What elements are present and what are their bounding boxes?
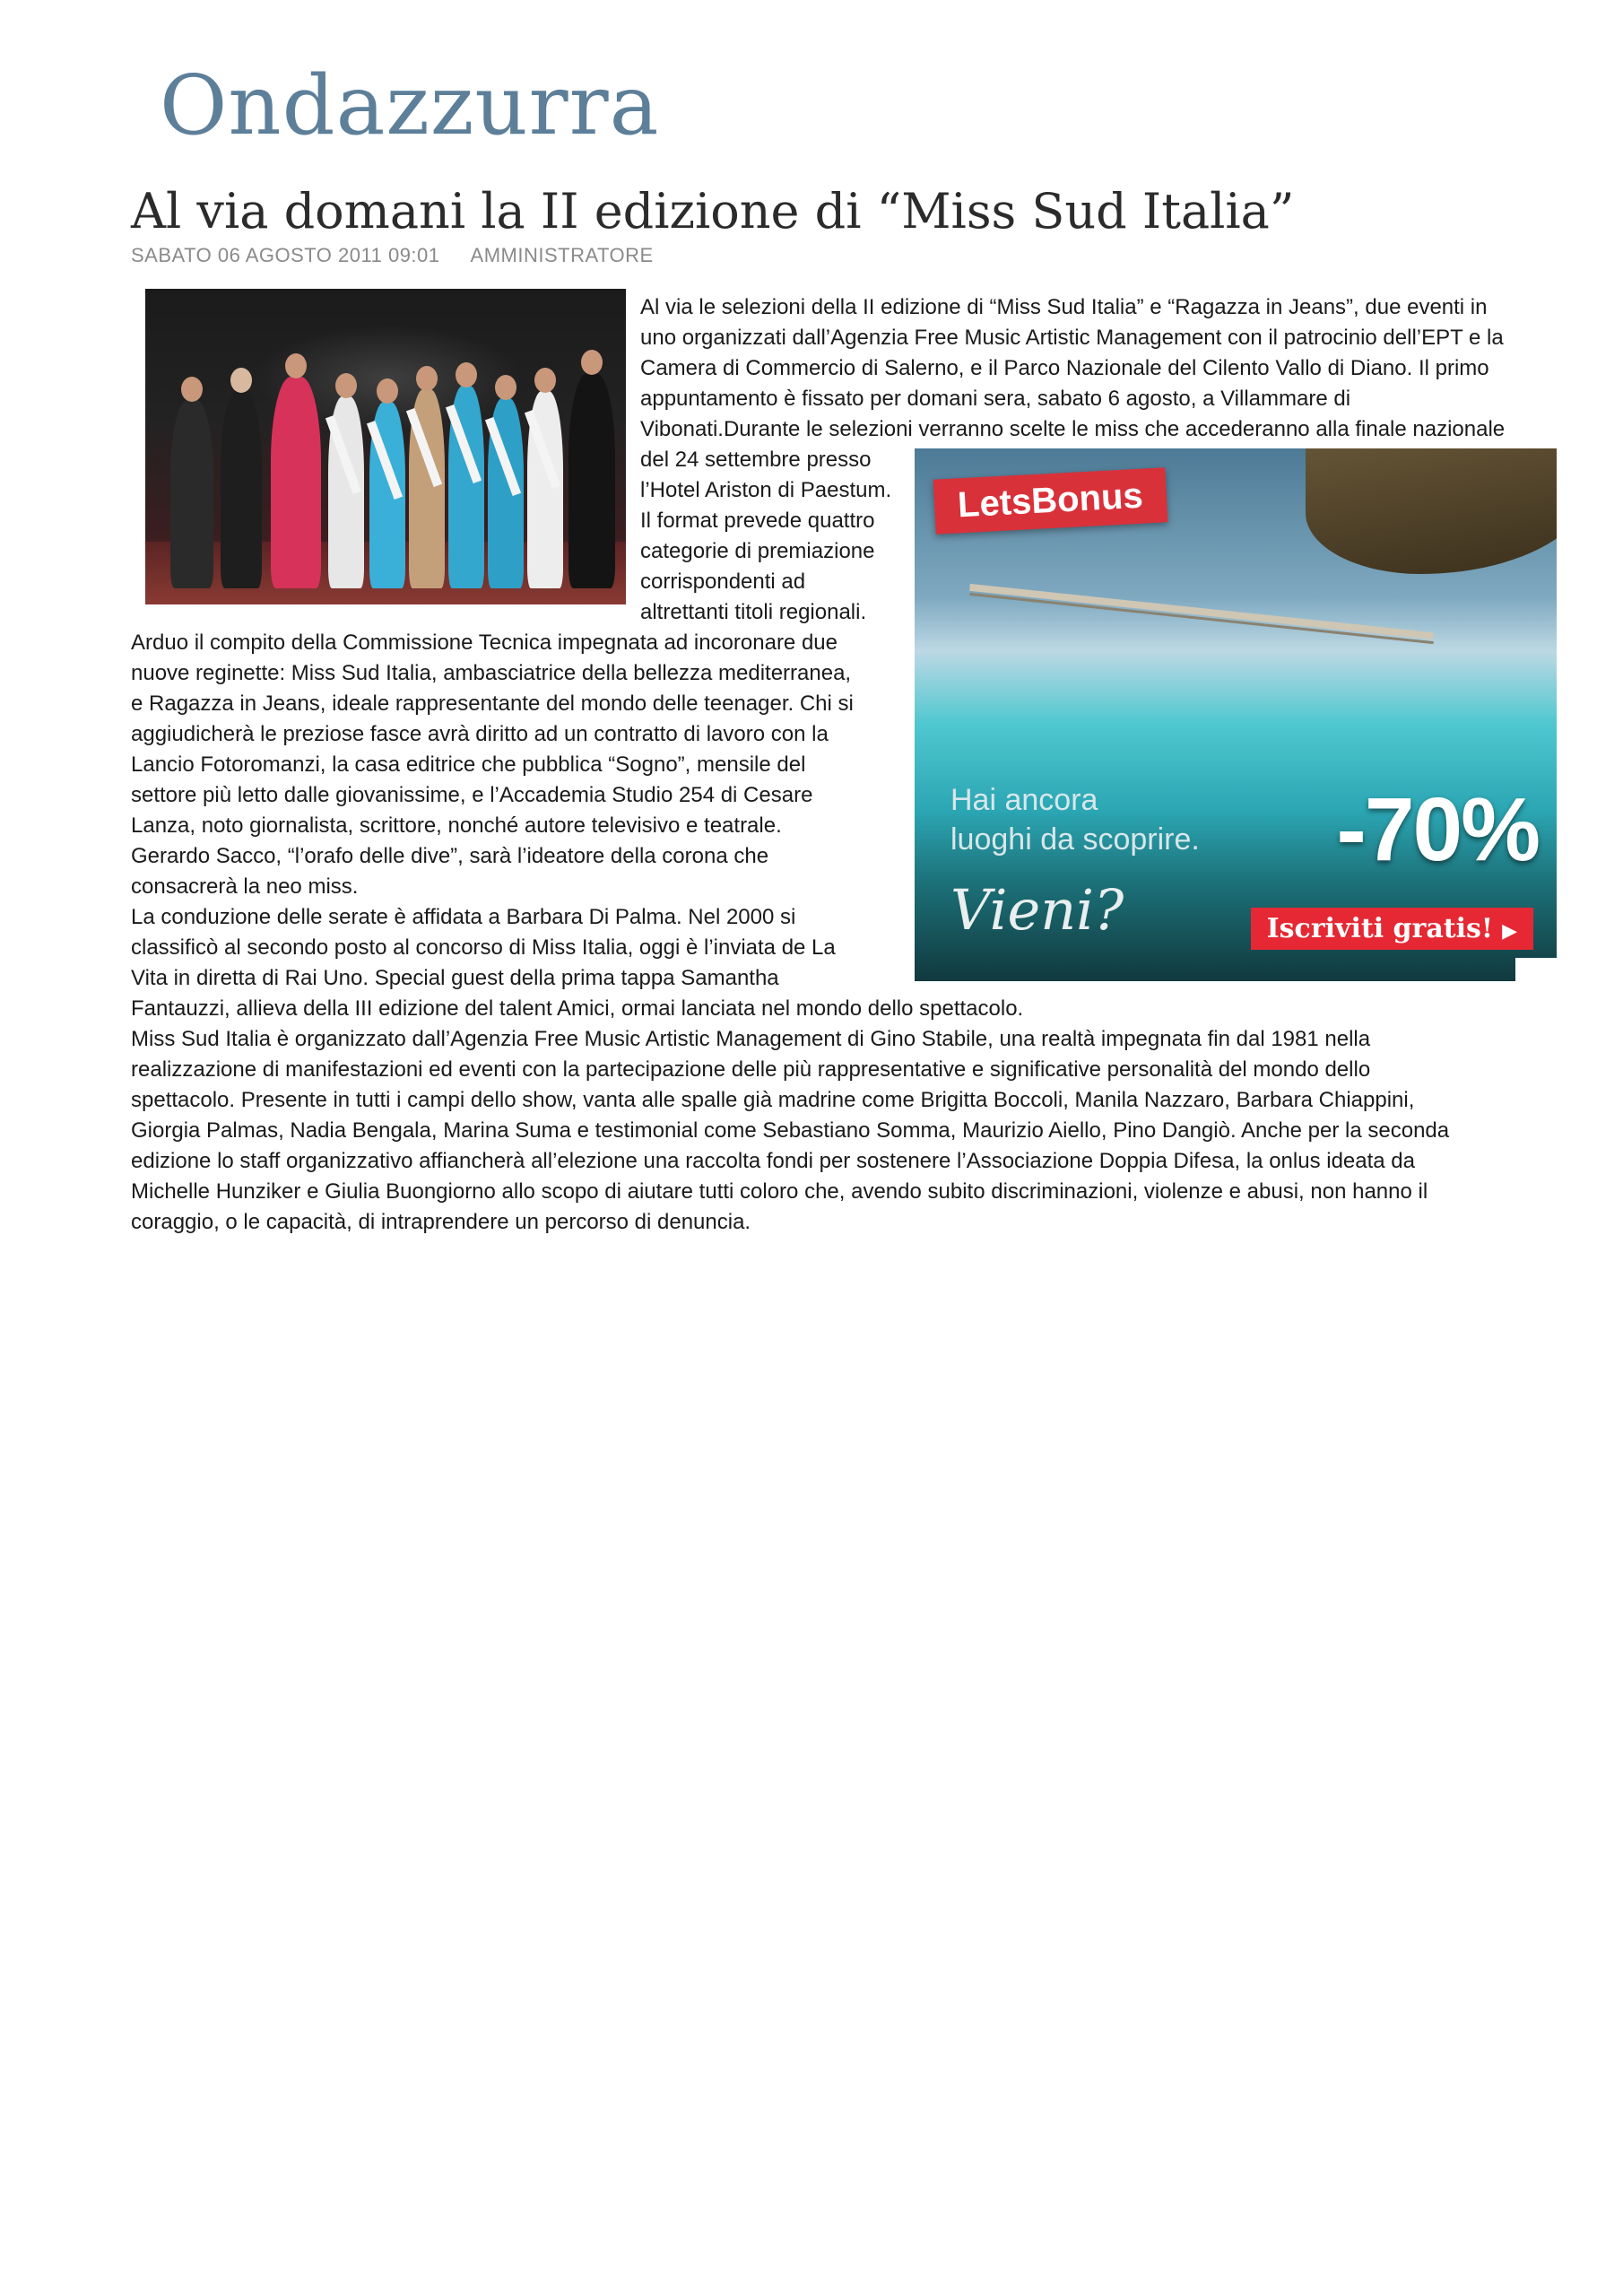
- jetty: [969, 584, 1434, 639]
- ad-tagline: [950, 780, 1255, 859]
- article-line: aggiudicherà le preziose fasce avrà diritto ad un contratto di lavoro con la: [131, 722, 829, 746]
- person-figure: [568, 373, 615, 588]
- article-line: coraggio, o le capacità, di intraprendere un percorso di denuncia.: [131, 1210, 751, 1234]
- person-figure: [527, 391, 563, 588]
- event-photo: [145, 289, 626, 604]
- article-line: La conduzione delle serate è affidata a Barbara Di Palma. Nel 2000 si: [131, 905, 796, 929]
- article-line: edizione lo staff organizzativo affiancherà all’elezione una raccolta fondi per sostenere l’Associazione Doppia Difesa, la onlus ideata da: [131, 1149, 1415, 1173]
- article-line: Vita in diretta di Rai Uno. Special guest della prima tappa Samantha: [131, 966, 779, 990]
- article-byline: [131, 244, 654, 267]
- triangle-right-icon: ▶: [1502, 919, 1517, 943]
- article-paragraph-main: [131, 628, 854, 994]
- ad-discount: -70%: [1336, 779, 1539, 880]
- ad-script-text: Vieni?: [950, 877, 1124, 943]
- ad-brand-logo[interactable]: LetsBonus: [933, 467, 1168, 534]
- article-line: Miss Sud Italia è organizzato dall’Agenzia Free Music Artistic Management di Gino Stabile, una realtà impegnata fin dal 1981 nella: [131, 1027, 1371, 1051]
- article-line: settore più letto dalle giovanissime, e l’Accademia Studio 254 di Cesare: [131, 783, 813, 807]
- article-paragraph-intro: [640, 292, 1505, 445]
- person-figure: [221, 391, 262, 588]
- beach-hut-roof: [1306, 448, 1557, 574]
- article-line: corrispondenti ad: [640, 570, 806, 594]
- article-paragraph-closing: [131, 994, 1449, 1238]
- letsbonus-ad-banner[interactable]: [915, 448, 1557, 981]
- person-figure: [409, 389, 445, 588]
- article-line: nuove reginette: Miss Sud Italia, ambasciatrice della bellezza mediterranea,: [131, 661, 852, 685]
- person-figure: [328, 396, 364, 588]
- site-masthead[interactable]: Ondazzurra: [160, 57, 660, 153]
- article-line: e Ragazza in Jeans, ideale rappresentante del mondo delle teenager. Chi si: [131, 691, 854, 716]
- article-line: Al via le selezioni della II edizione di “Miss Sud Italia” e “Ragazza in Jeans”, due eventi in: [640, 295, 1488, 319]
- ad-tagline-line: luoghi da scoprire.: [950, 822, 1200, 857]
- ad-corner-cut: [1515, 958, 1557, 981]
- signup-free-label: Iscriviti gratis!: [1266, 913, 1494, 944]
- signup-free-button[interactable]: [1251, 908, 1533, 950]
- person-figure: [369, 402, 405, 588]
- article-line: del 24 settembre presso: [640, 448, 872, 472]
- article-line: Vibonati.Durante le selezioni verranno scelte le miss che accederanno alla finale nazionale: [640, 417, 1506, 441]
- article-headline: Al via domani la II edizione di “Miss Sud Italia”: [131, 183, 1295, 239]
- article-line: realizzazione di manifestazioni ed eventi con la partecipazione delle più rappresentative e significative personalità del mondo dello: [131, 1057, 1371, 1082]
- article-line: altrettanti titoli regionali.: [640, 600, 867, 624]
- article-line: categorie di premiazione: [640, 539, 875, 563]
- article-line: classificò al secondo posto al concorso di Miss Italia, oggi è l’inviata de La: [131, 935, 836, 960]
- article-line: Lanza, noto giornalista, scrittore, nonché autore televisivo e teatrale.: [131, 813, 782, 838]
- article-paragraph-wrap: [640, 445, 891, 628]
- article-line: Camera di Commercio di Salerno, e il Parco Nazionale del Cilento Vallo di Diano. Il primo: [640, 356, 1489, 380]
- article-line: Gerardo Sacco, “l’orafo delle dive”, sarà l’ideatore della corona che: [131, 844, 769, 868]
- ad-tagline-line: Hai ancora: [950, 783, 1098, 817]
- article-line: uno organizzati dall’Agenzia Free Music Artistic Management con il patrocinio dell’EPT e la: [640, 326, 1504, 350]
- person-figure: [488, 398, 524, 588]
- article-line: Michelle Hunziker e Giulia Buongiorno allo scopo di aiutare tutti coloro che, avendo subito discriminazioni, violenze e abusi, non hanno il: [131, 1179, 1428, 1204]
- article-line: Il format prevede quattro: [640, 509, 875, 533]
- article-line: Fantauzzi, allieva della III edizione del talent Amici, ormai lanciata nel mondo dello spettacolo.: [131, 996, 1024, 1021]
- article-line: Lancio Fotoromanzi, la casa editrice che pubblica “Sogno”, mensile del: [131, 752, 806, 777]
- article-line: spettacolo. Presente in tutti i campi dello show, vanta alle spalle già madrine come Brigitta Boccoli, Manila Nazzaro, Barbara Chiappini,: [131, 1088, 1415, 1112]
- author-name: AMMINISTRATORE: [470, 244, 654, 266]
- article-line: consacrerà la neo miss.: [131, 874, 359, 899]
- article-line: Arduo il compito della Commissione Tecnica impegnata ad incoronare due: [131, 631, 838, 655]
- article-line: appuntamento è fissato per domani sera, sabato 6 agosto, a Villammare di: [640, 387, 1351, 411]
- jetty-shadow: [969, 593, 1433, 644]
- person-figure: [170, 400, 213, 588]
- publish-date: SABATO 06 AGOSTO 2011 09:01: [131, 244, 440, 266]
- article-line: Giorgia Palmas, Nadia Bengala, Marina Suma e testimonial come Sebastiano Somma, Maurizio Aiello, Pino Dangiò. Anche per la seconda: [131, 1118, 1450, 1143]
- person-figure: [271, 377, 321, 588]
- person-figure: [448, 386, 484, 588]
- article-line: l’Hotel Ariston di Paestum.: [640, 478, 892, 502]
